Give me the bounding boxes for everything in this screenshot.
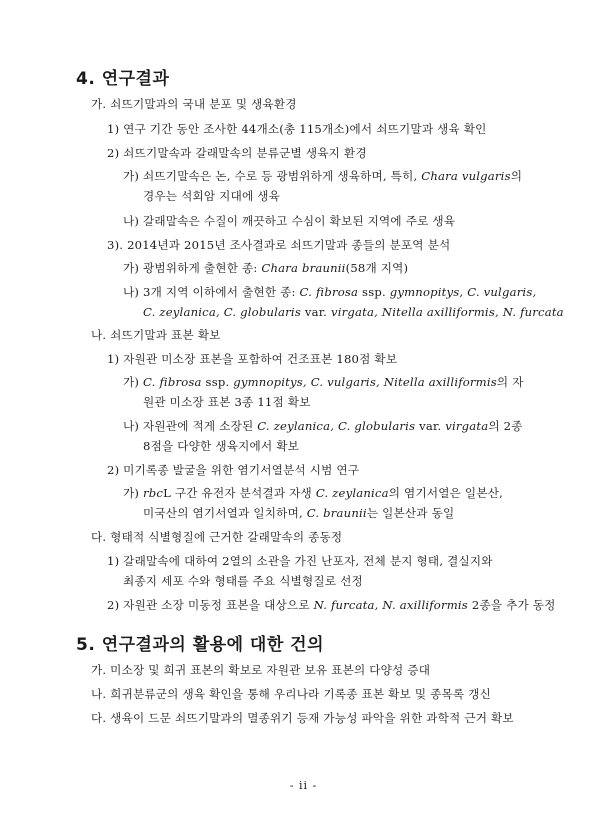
item-ga-3: 3). 2014년과 2015년 조사결과로 쇠뜨기말과 종들의 분포역 분석 [107, 238, 451, 252]
item-ga-3-b: 나) 3개 지역 이하에서 출현한 종: C. fibrosa ssp. gymnopitys, C. vulgaris, [123, 285, 537, 299]
item-ga-3-a: 가) 광범위하게 출현한 종: Chara braunii(58개 지역) [123, 261, 409, 275]
item-na-1: 1) 자원관 미소장 표본을 포함하여 건조표본 180점 확보 [107, 352, 398, 366]
item-na-1-b: 나) 자원관에 적게 소장된 C. zeylanica, C. globularis var. virgata의 2종 [123, 419, 523, 433]
recommendation-ga: 가. 미소장 및 희귀 표본의 확보로 자원관 보유 표본의 다양성 증대 [91, 663, 431, 677]
item-na-1-a-cont: 원관 미소장 표본 3종 11점 확보 [143, 395, 311, 409]
item-na-2-a-cont: 미국산의 염기서열과 일치하며, C. braunii는 일본산과 동일 [143, 506, 455, 520]
item-ga-2-a-cont: 경우는 석회암 지대에 생육 [143, 189, 281, 203]
species-name: Chara braunii [261, 261, 346, 275]
recommendation-da: 다. 생육이 드문 쇠뜨기말과의 멸종위기 등재 가능성 파악을 위한 과학적 근거 확보 [91, 711, 514, 725]
section-heading-4: 4. 연구결과 [76, 69, 170, 89]
subsection-ga-title: 가. 쇠뜨기말과의 국내 분포 및 생육환경 [91, 97, 297, 111]
item-na-2-a: 가) rbcL 구간 유전자 분석결과 자생 C. zeylanica의 염기서열은 일본산, [123, 486, 504, 500]
item-na-1-b-cont: 8점을 다양한 생육지에서 확보 [143, 439, 300, 453]
subsection-na-title: 나. 쇠뜨기말과 표본 확보 [91, 328, 221, 342]
item-na-1-a: 가) C. fibrosa ssp. gymnopitys, C. vulgaris, Nitella axilliformis의 자 [123, 375, 524, 389]
species-name: Chara vulgaris [421, 169, 511, 183]
item-ga-2-a: 가) 쇠뜨기말속은 논, 수로 등 광범위하게 생육하며, 특히, Chara vulgaris의 [123, 169, 523, 183]
item-da-2: 2) 자원관 소장 미동정 표본을 대상으로 N. furcata, N. axilliformis 2종을 추가 동정 [107, 598, 556, 612]
item-ga-3-b-cont: C. zeylanica, C. globularis var. virgata, Nitella axilliformis, N. furcata [143, 305, 564, 319]
item-ga-1: 1) 연구 기간 동안 조사한 44개소(총 115개소)에서 쇠뜨기말과 생육 확인 [107, 122, 487, 136]
item-da-1: 1) 갈래말속에 대하여 2열의 소관을 가진 난포자, 전체 분지 형태, 결실지와 [107, 554, 493, 568]
item-da-1-cont: 최종지 세포 수와 형태를 주요 식별형질로 선정 [123, 574, 363, 588]
item-na-2: 2) 미기록종 발굴을 위한 염기서열분석 시범 연구 [107, 463, 360, 477]
item-ga-2: 2) 쇠뜨기말속과 갈래말속의 분류군별 생육지 환경 [107, 146, 367, 160]
item-ga-2-b: 나) 갈래말속은 수질이 깨끗하고 수심이 확보된 지역에 주로 생육 [123, 214, 456, 228]
recommendation-na: 나. 희귀분류군의 생육 확인을 통해 우리나라 기록종 표본 확보 및 종목록 갱신 [91, 687, 492, 701]
section-heading-5: 5. 연구결과의 활용에 대한 건의 [76, 635, 325, 655]
page-number: - ii - [289, 779, 318, 792]
subsection-da-title: 다. 형태적 식별형질에 근거한 갈래말속의 종동정 [91, 530, 343, 544]
